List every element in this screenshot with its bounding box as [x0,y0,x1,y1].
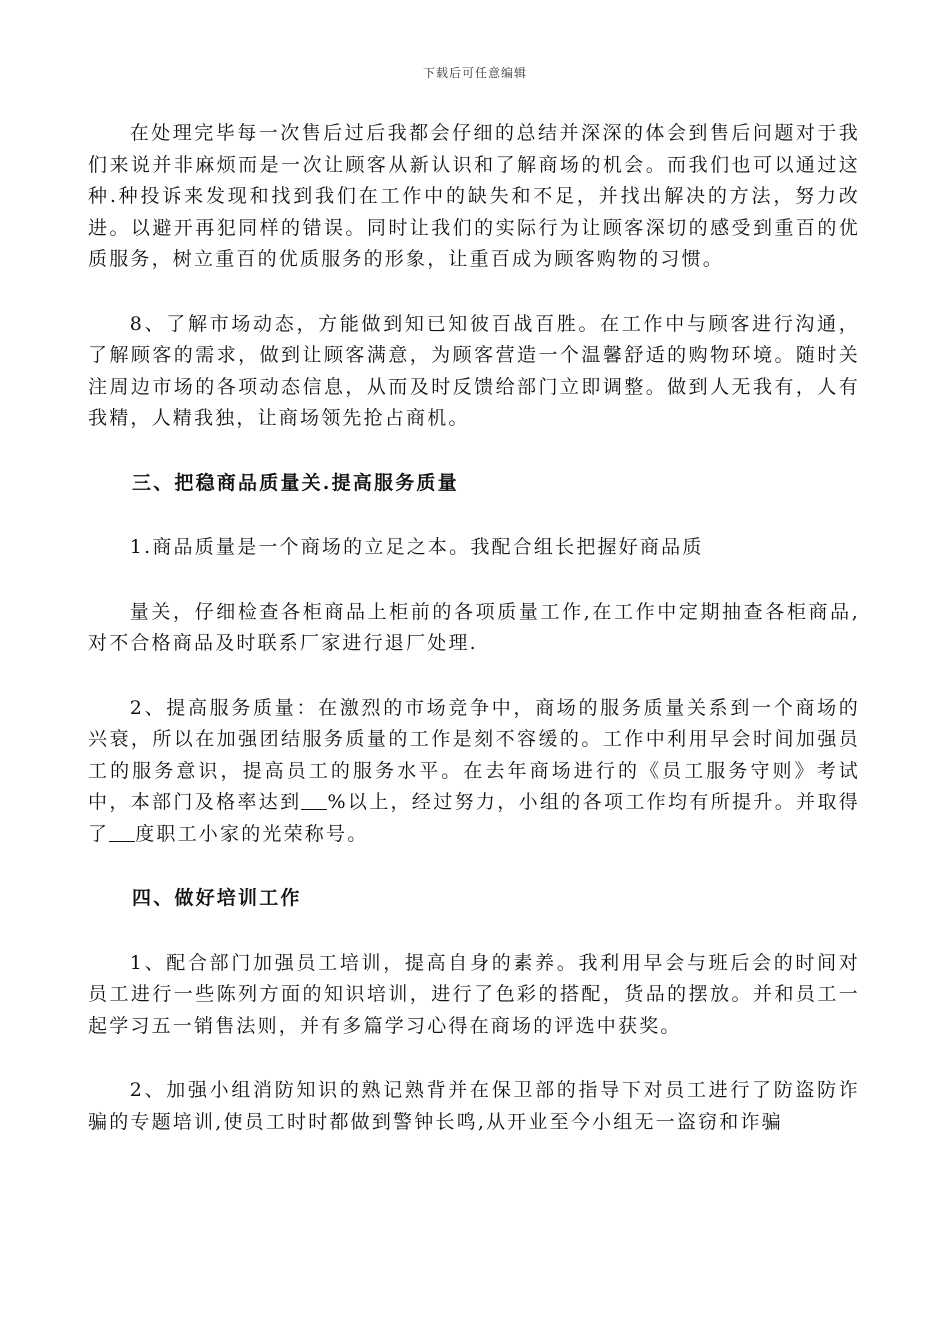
paragraph-staff-training: 1、配合部门加强员工培训，提高自身的素养。我利用早会与班后会的时间对员工进行一些陈列方面的知识培训，进行了色彩的搭配，货品的摆放。并和员工一起学习五一销售法则，并有多篇学习心得在商场的评选中获奖。 [88,951,860,1037]
page-header: 下载后可任意编辑 [422,66,527,80]
section-heading-training: 四、做好培训工作 [132,887,302,909]
paragraph-product-quality: 1.商品质量是一个商场的立足之本。我配合组长把握好商品质 [129,536,704,558]
paragraph-after-sales: 在处理完毕每一次售后过后我都会仔细的总结并深深的体会到售后问题对于我们来说并非麻烦而是一次让顾客从新认识和了解商场的机会。而我们也可以通过这种.种投诉来发现和找到我们在工作中的缺失和不足，并找出解决的方法，努力改进。以避开再犯同样的错误。同时让我们的实际行为让顾客深切的感受到重百的优质服务，树立重百的优质服务的形象，让重百成为顾客购物的习惯。 [88,122,860,270]
paragraph-market-dynamics: 8、了解市场动态，方能做到知已知彼百战百胜。在工作中与顾客进行沟通，了解顾客的需求，做到让顾客满意，为顾客营造一个温馨舒适的购物环境。随时关注周边市场的各项动态信息，从而及时反馈给部门立即调整。做到人无我有，人有我精，人精我独，让商场领先抢占商机。 [88,312,860,429]
paragraph-fire-safety: 2、加强小组消防知识的熟记熟背并在保卫部的指导下对员工进行了防盗防诈骗的专题培训,使员工时时都做到警钟长鸣,从开业至今小组无一盗窃和诈骗 [88,1079,860,1133]
service-text-part-3: 度职工小家的光荣称号。 [135,822,369,845]
service-text-part-1: 2、提高服务质量：在激烈的市场竞争中，商场的服务质量关系到一个商场的兴衰，所以在加强团结服务质量的工作是刻不容缓的。工作中利用早会时间加强员工的服务意识，提高员工的服务水平。在去年商场进行的《员工服务守则》考试中，本部门及格率达到 [88,696,860,813]
section-heading-quality: 三、把稳商品质量关.提高服务质量 [132,471,459,494]
blank-line [109,822,135,842]
document-body [88,118,860,1171]
paragraph-quality-check: 量关，仔细检查各柜商品上柜前的各项质量工作,在工作中定期抽查各柜商品,对不合格商品及时联系厂家进行退厂处理. [88,600,860,654]
paragraph-service-quality [88,693,860,851]
service-text-part-2: %以上，经过努力，小组的各项工作均有所提升。并取得了 [88,791,860,845]
blank-line [301,790,327,810]
